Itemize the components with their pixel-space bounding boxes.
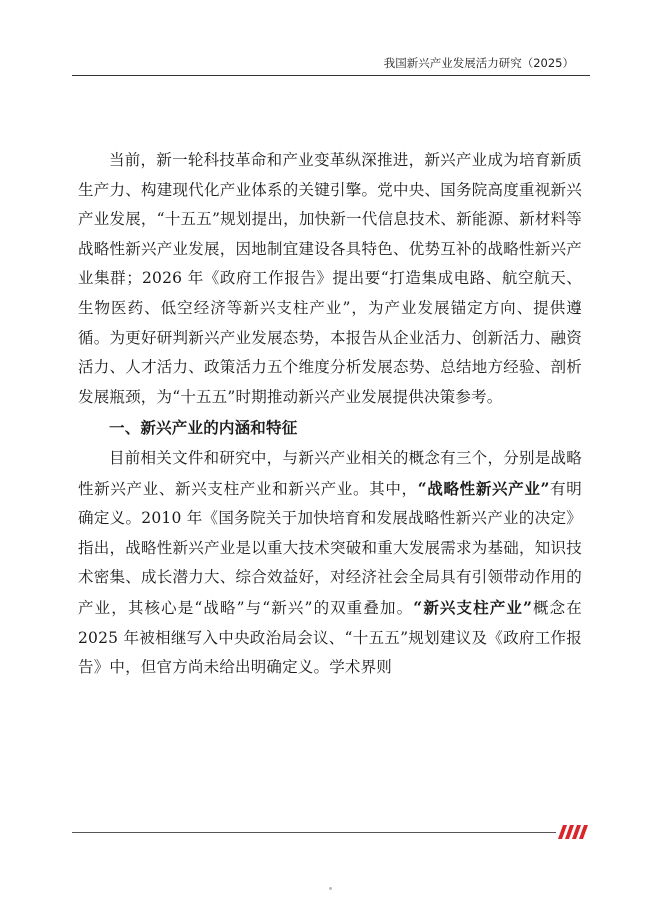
term-strategic-emerging-industry: “战略性新兴产业” [417, 478, 550, 498]
paragraph-text-1: 目前相关文件和研究中，与新兴产业相关的概念有三个，分别是战略性新兴产业、新兴支柱产业和新兴产业。其中， [78, 448, 582, 498]
running-header-title: 我国新兴产业发展活力研究（2025） [383, 56, 574, 70]
section-heading: 一、新兴产业的内涵和特征 [109, 419, 298, 438]
term-emerging-pillar-industry: “新兴支柱产业” [413, 597, 533, 617]
intro-paragraph: 当前，新一轮科技革命和产业变革纵深推进，新兴产业成为培育新质生产力、构建现代化产业体系的关键引擎。党中央、国务院高度重视新兴产业发展，“十五五”规划提出，加快新一代信息技术、新能源、新材料等战略性新兴产业发展，因地制宜建设各具特色、优势互补的战略性新兴产业集群；2026 年《政府工作报告》提出要“打造集成电路、航空航天、生物医药、低空经济等新兴支柱产业”，为产业发展锚定方向、提供遵循。为更好研判新兴产业发展态势，本报告从企业活力、创新活力、融资活力、人才活力、政策活力五个维度分析发展态势、总结地方经验、剖析发展瓶颈，为“十五五”时期推动新兴产业发展提供决策参考。 [78, 151, 582, 406]
paragraph-text-3: 概念在 2025 年被相继写入中央政治局会议、“十五五”规划建议及《政府工作报告》中，但官方尚未给出明确定义。学术界则 [78, 598, 582, 677]
footer-divider [72, 832, 556, 833]
slash-logo-icon [558, 824, 588, 840]
section-paragraph [78, 444, 582, 683]
document-body [78, 146, 582, 683]
header-divider [72, 75, 590, 76]
page-marker-dot [329, 887, 332, 890]
paragraph-text-2: 有明确定义。2010 年《国务院关于加快培育和发展战略性新兴产业的决定》指出，战略性新兴产业是以重大技术突破和重大发展需求为基础，知识技术密集、成长潜力大、综合效益好，对经济社会全局具有引领带动作用的产业，其核心是“战略”与“新兴”的双重叠加。 [78, 479, 583, 617]
